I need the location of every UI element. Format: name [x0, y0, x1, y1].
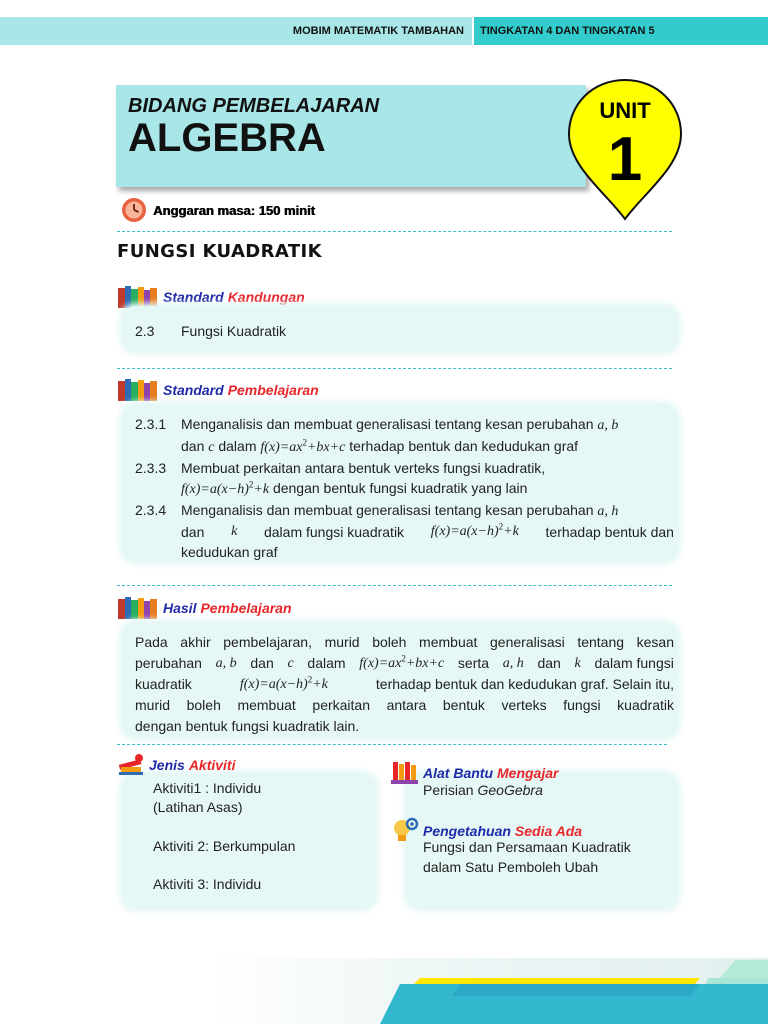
learning-area-title: ALGEBRA	[128, 116, 326, 160]
list-item-continued	[135, 436, 674, 458]
standard-pembelajaran-list	[135, 414, 674, 562]
list-item: Aktiviti 3: Individu	[153, 875, 262, 892]
text: perubahan	[135, 655, 202, 671]
item-text: kedudukan graf	[181, 544, 278, 560]
text: dalam fungsi	[594, 655, 674, 671]
text: dan	[250, 655, 274, 671]
text: Fungsi dan Persamaan Kuadratik	[423, 839, 631, 855]
heading-part-1: Pengetahuan	[423, 823, 511, 839]
item-number: 2.3.1	[135, 416, 167, 432]
pengetahuan-text	[423, 838, 631, 877]
text: dalam Satu Pemboleh Ubah	[423, 858, 599, 875]
divider	[117, 368, 672, 369]
variables-ah: a, h	[502, 656, 524, 671]
standard-kandungan-item	[135, 321, 665, 341]
list-item: Aktiviti1 : Individu	[153, 780, 262, 796]
list-item	[135, 414, 674, 436]
item-text: dengan bentuk fungsi kuadratik yang lain	[272, 480, 528, 496]
divider	[117, 231, 672, 232]
jenis-aktiviti-heading	[117, 752, 236, 778]
activity-list	[153, 779, 373, 894]
activity-icon	[117, 752, 147, 778]
time-budget-text: Anggaran masa: 150 minit	[153, 202, 315, 218]
clock-icon	[121, 197, 147, 223]
item-text: Membuat perkaitan antara bentuk verteks fungsi kuadratik,	[181, 460, 546, 476]
heading-part-2: Pembelajaran	[200, 600, 292, 616]
paragraph-line: Pada akhir pembelajaran, murid boleh membuat generalisasi tentang kesan	[135, 634, 674, 650]
item-variable: k	[231, 524, 238, 539]
variable-k: k	[574, 656, 581, 671]
item-number: 2.3.4	[135, 502, 167, 518]
heading-part-2: Mengajar	[497, 765, 559, 781]
item-text: dalam	[218, 438, 257, 454]
variables-ab: a, b	[215, 656, 237, 671]
list-item-continued	[135, 542, 674, 562]
learning-area-label: BIDANG PEMBELAJARAN	[128, 95, 380, 117]
item-text: dan	[181, 524, 205, 540]
item-text: dalam fungsi kuadratik	[263, 524, 405, 540]
item-number: 2.3.3	[135, 460, 167, 476]
unit-label: UNIT	[599, 98, 651, 123]
list-item-continued	[135, 522, 674, 542]
paragraph-line	[135, 674, 674, 695]
heading-part-1: Jenis	[149, 757, 185, 773]
list-item	[135, 458, 674, 478]
formula-general-form: $f(x)=ax^2+bx+c$	[260, 437, 346, 455]
text: serta	[457, 655, 490, 671]
unit-number: 1	[607, 125, 643, 194]
paragraph-line	[135, 653, 674, 674]
formula-vertex-form: $f(x)=a(x-h)^2+k$	[181, 479, 270, 497]
text: Perisian	[423, 782, 474, 798]
heading-part-2: Aktiviti	[188, 757, 236, 773]
item-text: Menganalisis dan membuat generalisasi tentang kesan perubahan	[181, 502, 594, 518]
list-item	[153, 856, 373, 875]
list-item-continued	[135, 478, 674, 500]
hasil-pembelajaran-heading	[117, 596, 292, 620]
lightbulb-icon	[391, 816, 419, 846]
time-budget	[121, 197, 315, 223]
paragraph-line: murid boleh membuat perkaitan antara bentuk verteks fungsi kuadratik	[135, 697, 674, 713]
heading-part-2: Kandungan	[227, 289, 305, 305]
text: kuadratik	[135, 676, 192, 692]
header-level: TINGKATAN 4 DAN TINGKATAN 5	[480, 25, 655, 37]
header-subject: MOBIM MATEMATIK TAMBAHAN	[292, 25, 464, 37]
item-number: 2.3	[135, 323, 155, 339]
hasil-pembelajaran-text	[135, 632, 674, 737]
item-text: Menganalisis dan membuat generalisasi tentang kesan perubahan	[181, 416, 594, 432]
item-text: Fungsi Kuadratik	[181, 323, 287, 339]
heading-part-2: Pembelajaran	[227, 382, 319, 398]
heading-part-2: Sedia Ada	[514, 823, 583, 839]
list-item	[153, 818, 373, 837]
list-item	[135, 500, 674, 522]
item-variable: c	[208, 440, 215, 455]
books-icon	[117, 378, 159, 402]
item-variables: a, b	[597, 418, 619, 433]
heading-part-1: Standard	[163, 289, 224, 305]
alat-bantu-text	[423, 780, 543, 800]
formula-general-form: $f(x)=ax^2+bx+c$	[359, 653, 445, 671]
list-item: Aktiviti 2: Berkumpulan	[153, 837, 296, 854]
item-text: terhadap bentuk dan kedudukan graf	[349, 438, 579, 454]
item-text: dan	[181, 438, 205, 454]
standard-pembelajaran-heading	[117, 378, 319, 402]
variable-c: c	[287, 656, 294, 671]
header-bar	[0, 17, 768, 45]
heading-part-1: Hasil	[163, 600, 197, 616]
item-variables: a, h	[597, 504, 619, 519]
teaching-aid-icon	[391, 760, 419, 786]
topic-title: FUNGSI KUADRATIK	[117, 241, 322, 262]
formula-vertex-form: $f(x)=a(x-h)^2+k$	[239, 674, 328, 692]
text: dalam	[307, 655, 346, 671]
list-item: (Latihan Asas)	[153, 799, 243, 816]
formula-vertex-form: $f(x)=a(x-h)^2+k$	[430, 521, 519, 539]
divider	[117, 585, 672, 586]
footer-stripes	[0, 950, 768, 1024]
heading-part-1: Standard	[163, 382, 224, 398]
heading-part-1: Alat Bantu	[423, 765, 493, 781]
divider	[117, 744, 667, 745]
books-icon	[117, 596, 159, 620]
text: terhadap bentuk dan kedudukan graf. Selain itu,	[375, 676, 674, 692]
software-name: GeoGebra	[477, 782, 543, 798]
text: dan	[537, 655, 561, 671]
paragraph-line: dengan bentuk fungsi kuadratik lain.	[135, 718, 360, 734]
item-text: terhadap bentuk dan	[545, 524, 674, 540]
